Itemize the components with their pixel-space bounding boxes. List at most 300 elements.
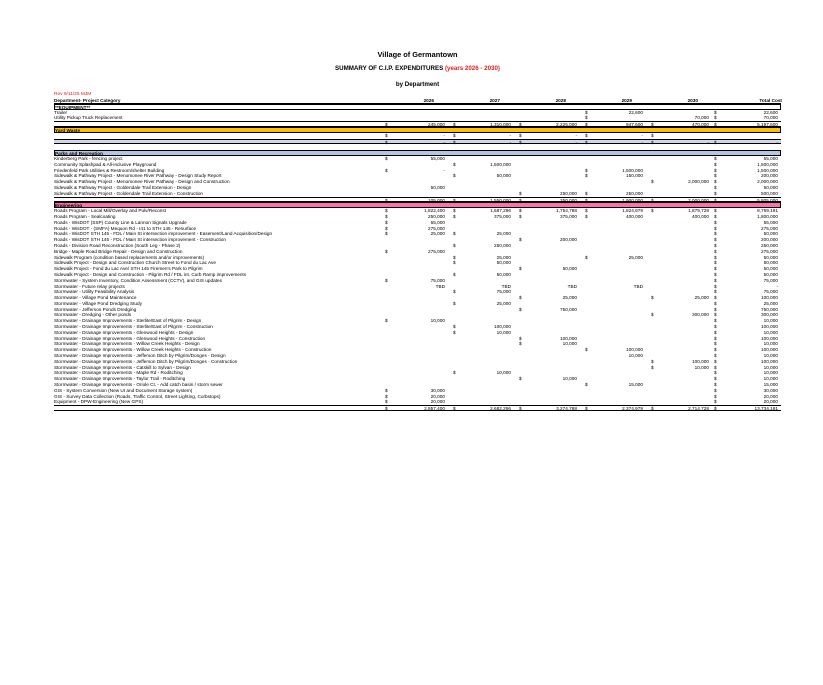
amount-cell: 250,000: [560, 190, 577, 196]
row-label: Stormwater - Drainage Improvements - Sterlite/East of Pilgrim - Design: [54, 318, 202, 324]
row-label: Sidewalk & Pathway Project - Goldendale Trail Extension - Construction: [54, 190, 204, 196]
dollar-sign: $: [714, 341, 717, 347]
dollar-sign: $: [714, 295, 717, 301]
amount-cell: 70,000: [694, 115, 709, 121]
amount-cell: 10,000: [628, 353, 643, 359]
amount-cell: 10,000: [496, 370, 511, 376]
dollar-sign: $: [585, 122, 588, 128]
amount-cell: 15,000: [628, 382, 643, 388]
amount-cell: 2,374,979: [622, 406, 643, 412]
amount-cell: 2,714,728: [688, 406, 709, 412]
amount-cell: 1,687,296: [490, 208, 511, 214]
amount-cell: 250,000: [428, 213, 445, 219]
dollar-sign: $: [385, 213, 388, 219]
row-label: Stormwater - Drainage Improvements - Jefferson Ditch by Pilgrim/Donges - Design: [54, 353, 226, 359]
dollar-sign: $: [714, 115, 717, 121]
dollar-sign: $: [453, 231, 456, 237]
dollar-sign: $: [714, 248, 717, 254]
total-cell: 1,800,000: [757, 213, 778, 219]
row-label: Stormwater - Drainage Improvements - Glenwood Heights - Construction: [54, 335, 206, 341]
total-cell: 75,000: [763, 277, 778, 283]
amount-cell: 2,225,000: [556, 122, 577, 128]
amount-cell: 1,879,728: [688, 208, 709, 214]
dollar-sign: $: [585, 115, 588, 121]
row-label: Sidewalk Project - Design and Construction Church Street to Fond du Lac Ave: [54, 260, 216, 266]
total-cell: 25,000: [763, 300, 778, 306]
amount-cell: 50,000: [562, 266, 577, 272]
dollar-sign: $: [453, 324, 456, 330]
total-cell: 10,000: [763, 329, 778, 335]
row-label: Stormwater - Drainage Improvements - Jefferson Ditch by Pilgrim/Donges - Construction: [54, 358, 238, 364]
dollar-sign: $: [585, 167, 588, 173]
dollar-sign: $: [585, 197, 588, 203]
subtitle-main: SUMMARY OF C.I.P. EXPENDITURES: [335, 65, 444, 72]
total-cell: 500,000: [761, 190, 778, 196]
year-header-2027: 2027: [489, 98, 500, 103]
year-header-2030: 2030: [687, 98, 698, 103]
dollar-sign: $: [453, 254, 456, 260]
dollar-sign: $: [519, 406, 522, 412]
row-label: Engineering: [55, 203, 83, 209]
year-header-2028: 2028: [555, 98, 566, 103]
amount-cell: 250,000: [560, 197, 577, 203]
dollar-sign: $: [714, 399, 717, 405]
dollar-sign: $: [585, 382, 588, 388]
total-cell: 10,000: [763, 370, 778, 376]
dollar-sign: $: [385, 132, 388, 138]
amount-cell: 400,000: [692, 213, 709, 219]
amount-cell: -: [641, 139, 643, 145]
dollar-sign: $: [714, 190, 717, 196]
dollar-sign: $: [714, 406, 717, 412]
total-cell: 5,805,000: [757, 197, 778, 203]
dollar-sign: $: [453, 122, 456, 128]
row-label: Utility Pickup Truck Replacement: [54, 115, 123, 121]
amount-cell: 375,000: [494, 213, 511, 219]
dollar-sign: $: [714, 266, 717, 272]
amount-cell: 55,000: [430, 219, 445, 225]
dollar-sign: $: [714, 347, 717, 353]
dollar-sign: $: [714, 318, 717, 324]
amount-cell: 1,500,000: [490, 161, 511, 167]
dollar-sign: $: [714, 167, 717, 173]
total-cell: 750,000: [761, 306, 778, 312]
dollar-sign: $: [385, 393, 388, 399]
dollar-sign: $: [453, 173, 456, 179]
total-cell: 1,500,000: [757, 167, 778, 173]
amount-cell: -: [509, 139, 511, 145]
amount-cell: 10,000: [496, 329, 511, 335]
dollar-sign: $: [651, 139, 654, 145]
dollar-sign: $: [385, 208, 388, 214]
total-cost-header: Total Cost: [759, 98, 782, 103]
amount-cell: -: [443, 139, 445, 145]
total-cell: 75,000: [763, 289, 778, 295]
dollar-sign: $: [385, 318, 388, 324]
total-cell: 275,000: [761, 248, 778, 254]
amount-cell: 470,000: [692, 122, 709, 128]
amount-cell: 25,000: [496, 254, 511, 260]
dollar-sign: $: [519, 295, 522, 301]
dollar-sign: $: [714, 335, 717, 341]
dollar-sign: $: [519, 213, 522, 219]
amount-cell: 50,000: [430, 184, 445, 190]
total-cell: 200,000: [761, 237, 778, 243]
dollar-sign: $: [714, 312, 717, 318]
amount-cell: 50,000: [496, 260, 511, 266]
total-cell: 2,000,000: [757, 179, 778, 185]
dollar-sign: $: [714, 242, 717, 248]
dollar-sign: $: [519, 197, 522, 203]
amount-cell: 1,500,000: [622, 167, 643, 173]
amount-cell: -: [443, 167, 445, 173]
dollar-sign: $: [585, 139, 588, 145]
total-cell: 15,000: [763, 382, 778, 388]
row-label: Stormwater - Village Pond Dredging Study: [54, 300, 142, 306]
dollar-sign: $: [714, 184, 717, 190]
total-cell: 55,000: [763, 219, 778, 225]
amount-cell: 3,274,788: [556, 406, 577, 412]
amount-cell: 300,000: [692, 312, 709, 318]
dollar-sign: $: [385, 167, 388, 173]
dollar-sign: $: [385, 197, 388, 203]
amount-cell: 25,000: [496, 231, 511, 237]
dollar-sign: $: [519, 306, 522, 312]
dollar-sign: $: [714, 393, 717, 399]
amount-cell: -: [641, 132, 643, 138]
row-label: Sidewalk Project - Fond du Lac Ave/ STH 145 Firemen's Park to Pilgrim: [54, 266, 203, 272]
dollar-sign: $: [519, 122, 522, 128]
amount-cell: TBD: [633, 283, 643, 289]
row-label: Stormwater - System Inventory, Condition Assessment (CCTV), and GIS updates: [54, 277, 222, 283]
dollar-sign: $: [453, 260, 456, 266]
dollar-sign: $: [385, 122, 388, 128]
dollar-sign: $: [385, 387, 388, 393]
dollar-sign: $: [453, 289, 456, 295]
row-label: Roads Program - Local Mill/Overlay and Pulv/Reconst: [54, 208, 167, 214]
total-cell: 100,000: [761, 324, 778, 330]
amount-cell: 10,000: [694, 364, 709, 370]
row-label: Stormwater - Drainage Improvements - Sterlite/East of Pilgrim - Construction: [54, 324, 213, 330]
row-label: Sidewalk & Pathway Project - Menomonee River Pathway - Design and Construction: [54, 179, 230, 185]
amount-cell: 30,000: [430, 387, 445, 393]
dollar-sign: $: [519, 266, 522, 272]
by-department-label: by Department: [395, 81, 440, 88]
row-label: Community Splashpad & All-inclusive Playground: [54, 161, 157, 167]
amount-cell: 20,000: [430, 393, 445, 399]
dollar-sign: $: [714, 353, 717, 359]
amount-cell: 22,600: [628, 109, 643, 115]
total-cell: 5,197,600: [757, 122, 778, 128]
total-cell: 10,000: [763, 376, 778, 382]
dollar-sign: $: [714, 289, 717, 295]
row-label: Friedenfeld Park Utilities & Restroom/shelter Building: [54, 167, 165, 173]
amount-cell: 25,000: [430, 231, 445, 237]
amount-cell: -: [443, 132, 445, 138]
total-cell: 250,000: [761, 242, 778, 248]
dollar-sign: $: [585, 208, 588, 214]
amount-cell: -: [575, 132, 577, 138]
row-label: Roads - WisDOT - (SMFA) Mequon Rd - I41 to STH 145 - Resurface: [54, 225, 197, 231]
dollar-sign: $: [385, 225, 388, 231]
amount-cell: 20,000: [430, 399, 445, 405]
dollar-sign: $: [453, 329, 456, 335]
total-cell: 30,000: [763, 387, 778, 393]
total-cell: 50,000: [763, 254, 778, 260]
dollar-sign: $: [385, 277, 388, 283]
amount-cell: 55,000: [430, 155, 445, 161]
amount-cell: 25,000: [628, 254, 643, 260]
row-label: Stormwater - Drainage Improvements - Maple Rd - Roditching: [54, 370, 183, 376]
dollar-sign: $: [651, 406, 654, 412]
dollar-sign: $: [453, 406, 456, 412]
revision-note: Rev 9/11/25 MJM: [54, 92, 92, 97]
dollar-sign: $: [714, 277, 717, 283]
total-cell: 100,000: [761, 335, 778, 341]
dollar-sign: $: [585, 254, 588, 260]
amount-cell: 100,000: [560, 335, 577, 341]
row-label: GIS - System Conversion (New UI and Document Storage system): [54, 387, 193, 393]
dollar-sign: $: [714, 161, 717, 167]
dollar-sign: $: [714, 219, 717, 225]
dollar-sign: $: [714, 122, 717, 128]
dollar-sign: $: [714, 364, 717, 370]
dollar-sign: $: [651, 208, 654, 214]
row-label: Stormwater - Dredging - Other ponds: [54, 312, 132, 318]
amount-cell: 2,000,000: [688, 197, 709, 203]
dollar-sign: $: [651, 295, 654, 301]
amount-cell: 25,000: [694, 295, 709, 301]
dollar-sign: $: [519, 237, 522, 243]
dollar-sign: $: [714, 376, 717, 382]
amount-cell: 750,000: [560, 306, 577, 312]
amount-cell: 250,000: [626, 190, 643, 196]
dollar-sign: $: [714, 237, 717, 243]
dollar-sign: $: [651, 179, 654, 185]
dollar-sign: $: [453, 242, 456, 248]
expenditure-table: [54, 98, 781, 411]
dollar-sign: $: [714, 387, 717, 393]
row-label: Sidewalk & Pathway Project - Menomonee River Pathway - Design Study Report: [54, 173, 222, 179]
year-header-2026: 2026: [423, 98, 434, 103]
dollar-sign: $: [714, 306, 717, 312]
total-cell: 50,000: [763, 184, 778, 190]
total-cell: 20,000: [763, 399, 778, 405]
amount-cell: 75,000: [430, 277, 445, 283]
amount-cell: 1,310,000: [490, 122, 511, 128]
subtotal-row: [54, 405, 781, 411]
dollar-sign: $: [385, 219, 388, 225]
amount-cell: 1,754,788: [556, 208, 577, 214]
total-cell: 10,000: [763, 364, 778, 370]
row-label: Stormwater - Utility Feasibility Analysis: [54, 289, 135, 295]
row-label: Equipment - DPW-Engineering (New GPS): [54, 399, 144, 405]
row-label: Roads - WisDOT STH 145 - FDL / Main St intersection improvement - Easement/Land Acquisition/Design: [54, 231, 273, 237]
dollar-sign: $: [453, 208, 456, 214]
row-label: Stormwater - Drainage Improvements - Taylor Trail - Roditching: [54, 376, 186, 382]
dollar-sign: $: [651, 132, 654, 138]
dollar-sign: $: [385, 399, 388, 405]
amount-cell: 1,900,000: [622, 197, 643, 203]
dollar-sign: $: [585, 347, 588, 353]
amount-cell: 50,000: [496, 271, 511, 277]
amount-cell: 105,000: [428, 197, 445, 203]
dollar-sign: $: [651, 358, 654, 364]
dollar-sign: $: [453, 139, 456, 145]
dollar-sign: $: [585, 406, 588, 412]
total-cell: 22,600: [763, 109, 778, 115]
dollar-sign: $: [714, 208, 717, 214]
dollar-sign: $: [519, 190, 522, 196]
dollar-sign: $: [585, 132, 588, 138]
dollar-sign: $: [714, 260, 717, 266]
dollar-sign: $: [714, 231, 717, 237]
amount-cell: 10,000: [562, 376, 577, 382]
total-cell: 10,000: [763, 353, 778, 359]
row-label: Stormwater - Drainage Improvements - Willow Creek Heights - Construction: [54, 347, 212, 353]
row-label: Stormwater - Drainage Improvements - Willow Creek Heights - Design: [54, 341, 200, 347]
row-label: Parks and Recreation: [55, 151, 103, 157]
amount-cell: TBD: [567, 283, 577, 289]
amount-cell: 75,000: [496, 289, 511, 295]
row-label: Bridge - Maple Road Bridge Repair - Design and Construction: [54, 248, 183, 254]
amount-cell: -: [707, 139, 709, 145]
row-label: GIS - Survey Data Collection (Roads, Traffic Control, Street Lighting, Curbstops): [54, 393, 221, 399]
dollar-sign: $: [714, 283, 717, 289]
dollar-sign: $: [714, 324, 717, 330]
dollar-sign: $: [385, 139, 388, 145]
dollar-sign: $: [385, 231, 388, 237]
total-cell: 300,000: [761, 312, 778, 318]
dollar-sign: $: [714, 300, 717, 306]
row-label: Sidewalk & Pathway Project - Goldendale Trail Extension - Design: [54, 184, 192, 190]
total-cell: 8,769,191: [757, 208, 778, 214]
dollar-sign: $: [714, 213, 717, 219]
row-label: Kinderberg Park - fencing project: [54, 155, 123, 161]
dollar-sign: $: [519, 132, 522, 138]
amount-cell: 25,000: [496, 300, 511, 306]
amount-cell: 275,000: [428, 248, 445, 254]
amount-cell: 10,000: [562, 341, 577, 347]
dollar-sign: $: [651, 364, 654, 370]
table-body: [54, 104, 781, 411]
amount-cell: 375,000: [560, 213, 577, 219]
amount-cell: 245,000: [428, 122, 445, 128]
row-label: Roads - WisDOT STH 145 - FDL / Main St intersection improvement - Construction: [54, 237, 226, 243]
dollar-sign: $: [714, 358, 717, 364]
amount-cell: 275,000: [428, 225, 445, 231]
amount-cell: 1,822,400: [424, 208, 445, 214]
subtitle-years: (years 2026 - 2030): [444, 65, 500, 72]
dollar-sign: $: [714, 329, 717, 335]
amount-cell: -: [575, 139, 577, 145]
dollar-sign: $: [714, 271, 717, 277]
dollar-sign: $: [714, 197, 717, 203]
amount-cell: 100,000: [626, 347, 643, 353]
row-label: Roads - WisDOT (SSP) County Line & Lannon Signals Upgrade: [54, 219, 187, 225]
dollar-sign: $: [385, 406, 388, 412]
row-label: Stormwater - Jefferson Ponds Dredging: [54, 306, 137, 312]
amount-cell: TBD: [501, 283, 511, 289]
dollar-sign: $: [585, 173, 588, 179]
dollar-sign: $: [714, 382, 717, 388]
amount-cell: 1,824,979: [622, 208, 643, 214]
total-cell: 55,000: [763, 155, 778, 161]
total-cell: 1,500,000: [757, 161, 778, 167]
dollar-sign: $: [453, 132, 456, 138]
dept-column-header: Department- Project Category: [54, 98, 121, 103]
dollar-sign: $: [714, 155, 717, 161]
total-cell: -: [776, 283, 778, 289]
dollar-sign: $: [519, 139, 522, 145]
row-label: Roads Program - Sealcoating: [54, 213, 116, 219]
dollar-sign: $: [453, 271, 456, 277]
dollar-sign: $: [519, 341, 522, 347]
total-cell: 275,000: [761, 225, 778, 231]
total-cell: 20,000: [763, 393, 778, 399]
total-cell: 13,734,191: [754, 406, 778, 412]
amount-cell: 25,000: [562, 295, 577, 301]
total-cell: 100,000: [761, 358, 778, 364]
amount-cell: 200,000: [560, 237, 577, 243]
amount-cell: 10,000: [430, 318, 445, 324]
row-label: Roads - Division Road Reconstruction (South Leg - Phase 2): [54, 242, 181, 248]
dollar-sign: $: [651, 197, 654, 203]
row-label: Stormwater - Village Pond Maintenance: [54, 295, 137, 301]
dollar-sign: $: [585, 190, 588, 196]
dollar-sign: $: [651, 312, 654, 318]
total-cell: 10,000: [763, 341, 778, 347]
amount-cell: 250,000: [494, 242, 511, 248]
dollar-sign: $: [519, 335, 522, 341]
amount-cell: 50,000: [496, 173, 511, 179]
dollar-sign: $: [651, 122, 654, 128]
dollar-sign: $: [714, 109, 717, 115]
dollar-sign: $: [714, 173, 717, 179]
amount-cell: 2,682,296: [490, 406, 511, 412]
total-cell: 100,000: [761, 295, 778, 301]
amount-cell: 400,000: [626, 213, 643, 219]
dollar-sign: $: [714, 370, 717, 376]
dollar-sign: $: [453, 161, 456, 167]
amount-cell: 1,550,000: [490, 197, 511, 203]
total-cell: 50,000: [763, 266, 778, 272]
amount-cell: -: [509, 132, 511, 138]
total-cell: 50,000: [763, 231, 778, 237]
dollar-sign: $: [714, 254, 717, 260]
dollar-sign: $: [585, 109, 588, 115]
page-subtitle: [54, 65, 781, 72]
page-title: Village of Germantown: [377, 50, 458, 59]
total-cell: 200,000: [761, 173, 778, 179]
dollar-sign: $: [385, 155, 388, 161]
row-label: Stormwater - Future relay projects: [54, 283, 125, 289]
total-cell: 70,000: [763, 115, 778, 121]
amount-cell: 100,000: [494, 324, 511, 330]
dollar-sign: $: [714, 139, 717, 145]
total-cell: 50,000: [763, 271, 778, 277]
dollar-sign: $: [714, 179, 717, 185]
dollar-sign: $: [453, 370, 456, 376]
total-cell: 100,000: [761, 347, 778, 353]
dollar-sign: $: [385, 248, 388, 254]
amount-cell: 2,857,400: [424, 406, 445, 412]
amount-cell: 100,000: [692, 358, 709, 364]
year-header-2029: 2029: [621, 98, 632, 103]
dollar-sign: $: [453, 197, 456, 203]
dollar-sign: $: [453, 300, 456, 306]
row-label: **EQUIPMENT**: [55, 104, 91, 110]
